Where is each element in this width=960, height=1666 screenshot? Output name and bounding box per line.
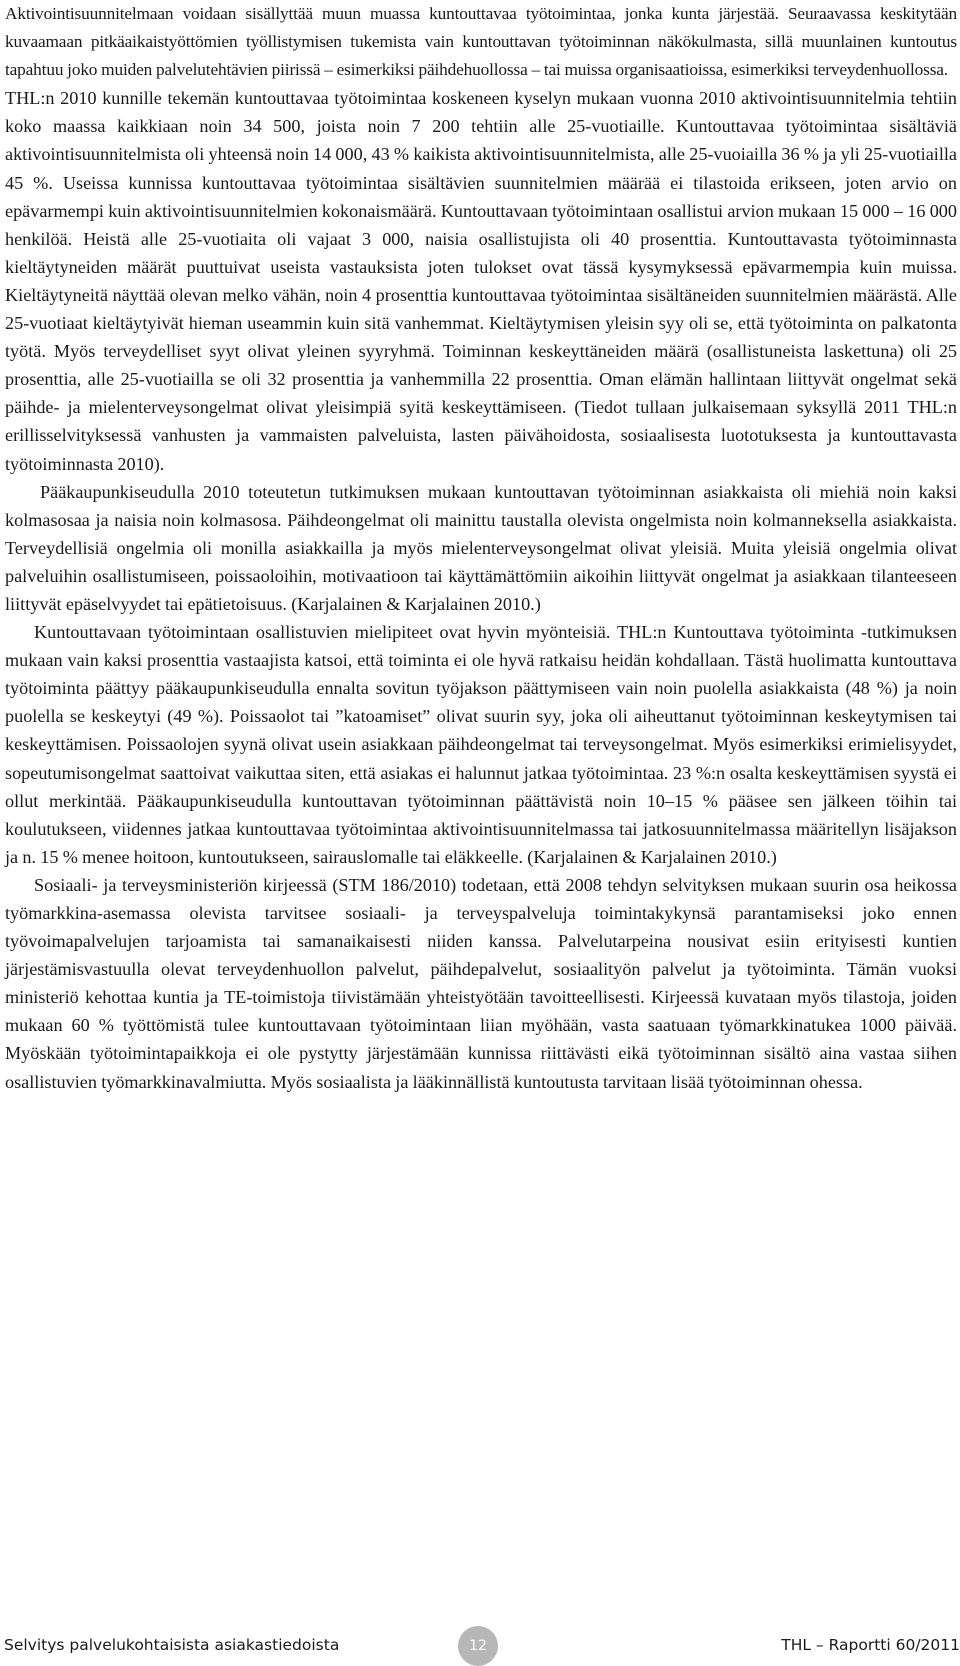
footer-report-id: THL – Raportti 60/2011: [781, 1636, 960, 1654]
paragraph-thl-survey: THL:n 2010 kunnille tekemän kuntouttavaa työtoimintaa koskeneen kyselyn mukaan vuonna 2010 aktivointisuunnitelmia tehtiin koko maassa kaikkiaan noin 34 500, joista noin 7 200 tehtiin alle 25-vuotiaille. Kuntouttavaa työtoimintaa sisältäviä aktivointisuunnitelmista oli yhteensä noin 14 000, 43 % kaikista aktivointisuunnitelmista, alle 25-vuoiailla 36 % ja yli 25-vuotiailla 45 %. Useissa kunnissa kuntouttavaa työtoimintaa sisältävien suunnitelmien määrää ei tilastoida erikseen, joten arvio on epävarmempi kuin aktivointisuunnitelmien kokonaismäärä. Kuntouttavaan työtoimintaan osallistui arvion mukaan 15 000 – 16 000 henkilöä. Heistä alle 25-vuotiaita oli vajaat 3 000, naisia osallistujista oli 40 prosenttia. Kuntouttavasta työtoiminnasta kieltäytyneiden määrät puuttuivat useista vastauksista joten tulokset ovat tässä kysymyksessä epävarmempia kuin muissa. Kieltäytyneitä näyttää olevan melko vähän, noin 4 prosenttia kuntouttavaa työtoimintaa sisältäneiden suunnitelmien määrästä. Alle 25-vuotiaat kieltäytyivät hieman useammin kuin sitä vanhemmat. Kieltäytymisen yleisin syy oli se, että työtoiminta on palkatonta työtä. Myös terveydelliset syyt olivat yleinen syyryhmä. Toiminnan keskeyttäneiden määrä (osallistuneista laskettuna) oli 25 prosenttia, alle 25-vuotiailla se oli 32 prosenttia ja vanhemmilla 22 prosenttia. Oman elämän hallintaan liittyvät ongelmat sekä päihde- ja mielenterveysongelmat olivat yleisimpiä syitä keskeyttämiseen. (Tiedot tullaan julkaisemaan syksyllä 2011 THL:n erillisselvityksessä vanhusten ja vammaisten palveluista, lasten päivähoidosta, sosiaalisesta luototuksesta ja kuntouttavasta työtoiminnasta 2010).: [5, 88, 957, 474]
page-number-badge: 12: [458, 1626, 498, 1666]
document-body: [5, 0, 957, 1096]
footer-report-title: Selvitys palvelukohtaisista asiakastiedoista: [4, 1636, 340, 1654]
page-footer: [0, 1626, 960, 1662]
paragraph-ministry-letter: Sosiaali- ja terveysministeriön kirjeessä (STM 186/2010) todetaan, että 2008 tehdyn selvityksen mukaan suurin osa heikossa työmarkkina-asemassa olevista tarvitsee sosiaali- ja terveyspalveluja toimintakykynsä parantamiseksi joko ennen työvoimapalvelujen tarjoamista tai samanaikaisesti niiden kanssa. Palvelutarpeina nousivat esiin erityisesti kuntien järjestämisvastuulla olevat terveydenhuollon palvelut, päihdepalvelut, sosiaalityön palvelut ja työtoiminta. Tämän vuoksi ministeriö kehottaa kuntia ja TE-toimistoja tiivistämään yhteistyötään tavoitteellisesti. Kirjeessä kuvataan myös tilastoja, joiden mukaan 60 % työttömistä tulee kuntouttavaan työtoimintaan liian myöhään, vasta saatuaan työmarkkinatukea 1000 päivää. Myöskään työtoimintapaikkoja ei ole pystytty järjestämään kunnissa riittävästi eikä työtoiminnan sisältö aina vastaa siihen osallistuvien työmarkkinavalmiutta. Myös sosiaalista ja lääkinnällistä kuntoutusta tarvitaan lisää työtoiminnan ohessa.: [5, 874, 957, 1092]
paragraph-capital-region-study: Pääkaupunkiseudulla 2010 toteutetun tutkimuksen mukaan kuntouttavan työtoiminnan asiakkaista oli miehiä noin kaksi kolmasosaa ja naisia noin kolmasosa. Päihdeongelmat oli mainittu taustalla olevista ongelmista noin kolmanneksella asiakkaista. Terveydellisiä ongelmia oli monilla asiakkailla ja myös mielenterveysongelmat olivat yleisiä. Muita yleisiä ongelmia olivat palveluihin osallistumiseen, poissaoloihin, motivaatioon tai käyttämättömiin aikoihin liittyvät ongelmat ja asiakkaan tilanteeseen liittyvät epäselvyydet tai epätietoisuus. (Karjalainen & Karjalainen 2010.): [5, 481, 957, 614]
paragraph-intro: Aktivointisuunnitelmaan voidaan sisällyttää muun muassa kuntouttavaa työtoimintaa, jonka kunta järjestää. Seuraavassa keskitytään kuvaamaan pitkäaikaistyöttömien työllistymisen tukemista vain kuntouttavan työtoiminnan näkökulmasta, sillä muunlainen kuntoutus tapahtuu joko muiden palvelutehtävien piirissä – esimerkiksi päihdehuollossa – tai muissa organisaatioissa, esimerkiksi terveydenhuollossa.: [5, 4, 957, 80]
paragraph-participant-opinions: Kuntouttavaan työtoimintaan osallistuvien mielipiteet ovat hyvin myönteisiä. THL:n Kuntouttava työtoiminta -tutkimuksen mukaan vain kaksi prosenttia vastaajista katsoi, että toiminta ei ole hyvä ratkaisu heidän kohdallaan. Tästä huolimatta kuntouttava työtoiminta päättyy pääkaupunkiseudulla ennalta sovitun työjakson päättymiseen vain noin puolella asiakkaista (48 %) ja noin puolella se keskeytyi (49 %). Poissaolot tai ”katoamiset” olivat suurin syy, joka oli aiheuttanut työtoiminnan keskeytymisen tai keskeyttämisen. Poissaolojen syynä olivat usein asiakkaan päihdeongelmat tai terveysongelmat. Myös esimerkiksi erimielisyydet, sopeutumisongelmat saattoivat vaikuttaa siten, että asiakas ei halunnut jatkaa työtoimintaa. 23 %:n osalta keskeyttämisen syystä ei ollut merkintää. Pääkaupunkiseudulla kuntouttavan työtoiminnan päättävistä noin 10–15 % pääsee sen jälkeen töihin tai koulutukseen, viidennes jatkaa kuntouttavaa työtoimintaa aktivointisuunnitelmassa tai jatkosuunnitelmassa määritellyn lisäjakson ja n. 15 % menee hoitoon, kuntoutukseen, sairauslomalle tai eläkkeelle. (Karjalainen & Karjalainen 2010.): [5, 622, 957, 867]
